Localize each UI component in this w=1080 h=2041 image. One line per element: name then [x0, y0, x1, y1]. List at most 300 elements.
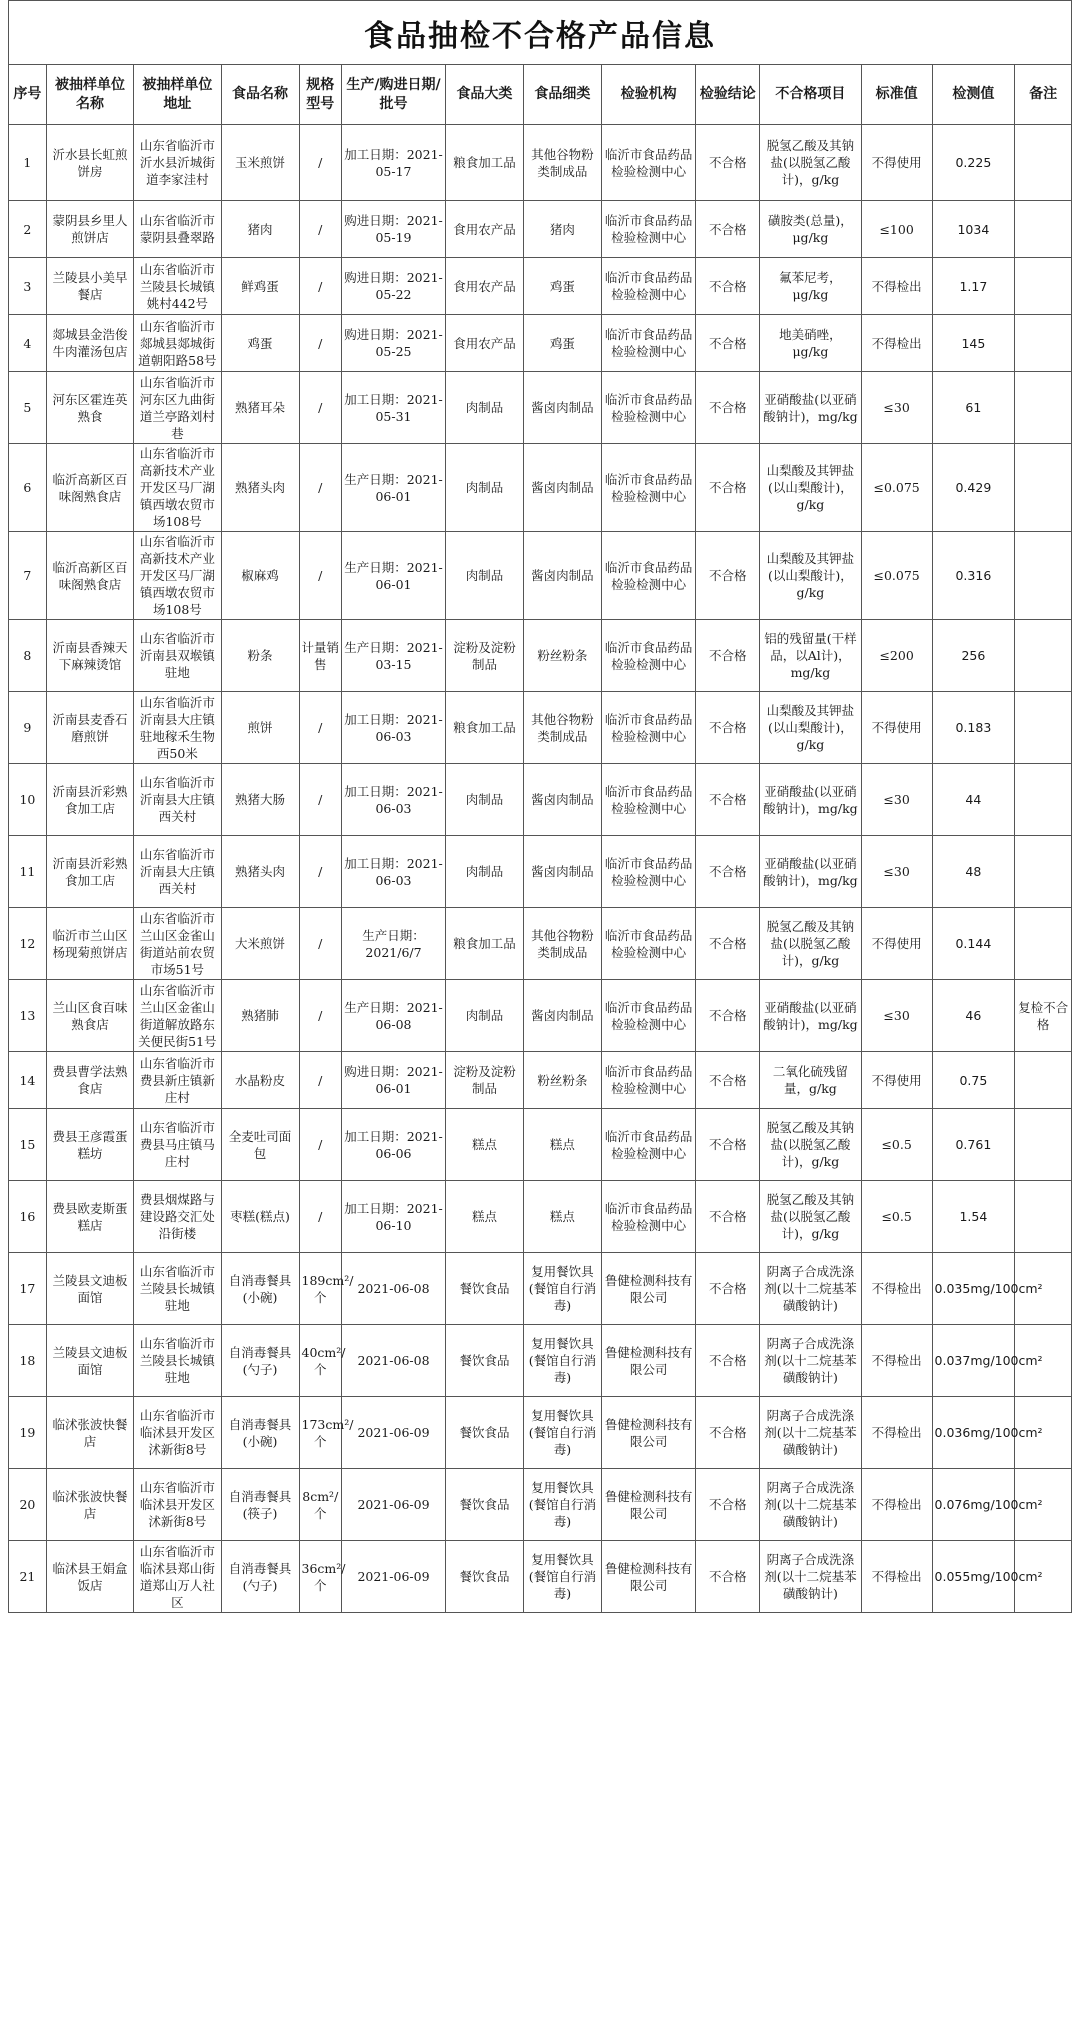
cell-category: 餐饮食品	[445, 1325, 523, 1397]
cell-failed-item: 脱氢乙酸及其钠盐(以脱氢乙酸计)，g/kg	[760, 1109, 862, 1181]
cell-result: 不合格	[696, 620, 760, 692]
cell-standard: 不得使用	[861, 908, 932, 980]
cell-spec: /	[299, 980, 342, 1052]
cell-date: 购进日期：2021-05-22	[342, 258, 446, 315]
column-header: 检测值	[932, 65, 1015, 125]
table-row	[9, 1397, 1072, 1469]
cell-unit-name: 沂南县沂彩熟食加工店	[46, 764, 133, 836]
table-row	[9, 532, 1072, 620]
cell-date: 2021-06-09	[342, 1397, 446, 1469]
cell-category: 肉制品	[445, 532, 523, 620]
cell-unit-address: 山东省临沂市兰山区金雀山街道站前农贸市场51号	[134, 908, 221, 980]
cell-unit-name: 兰山区食百味熟食店	[46, 980, 133, 1052]
cell-detected: 1034	[932, 201, 1015, 258]
cell-unit-address: 山东省临沂市费县新庄镇新庄村	[134, 1052, 221, 1109]
table-row	[9, 908, 1072, 980]
cell-spec: /	[299, 372, 342, 444]
cell-index: 2	[9, 201, 47, 258]
cell-detected: 44	[932, 764, 1015, 836]
table-row	[9, 315, 1072, 372]
cell-note	[1015, 372, 1072, 444]
cell-result: 不合格	[696, 1325, 760, 1397]
cell-lab: 鲁健检测科技有限公司	[601, 1397, 695, 1469]
cell-food-name: 熟猪耳朵	[221, 372, 299, 444]
cell-standard: ≤0.5	[861, 1109, 932, 1181]
cell-unit-address: 山东省临沂市沂水县沂城街道李家洼村	[134, 125, 221, 201]
cell-spec: /	[299, 1052, 342, 1109]
cell-category: 糕点	[445, 1181, 523, 1253]
cell-lab: 临沂市食品药品检验检测中心	[601, 372, 695, 444]
cell-food-name: 自消毒餐具(勺子)	[221, 1541, 299, 1613]
cell-category: 肉制品	[445, 764, 523, 836]
cell-standard: ≤0.075	[861, 444, 932, 532]
cell-food-name: 椒麻鸡	[221, 532, 299, 620]
cell-detected: 46	[932, 980, 1015, 1052]
column-header: 被抽样单位地址	[134, 65, 221, 125]
cell-note	[1015, 201, 1072, 258]
cell-unit-name: 河东区霍连英熟食	[46, 372, 133, 444]
cell-subcategory: 酱卤肉制品	[523, 532, 601, 620]
cell-unit-address: 费县烟煤路与建设路交汇处沿街楼	[134, 1181, 221, 1253]
cell-detected: 0.316	[932, 532, 1015, 620]
cell-unit-name: 临沭县王娟盒饭店	[46, 1541, 133, 1613]
cell-unit-address: 山东省临沂市临沭县开发区沭新街8号	[134, 1469, 221, 1541]
cell-category: 食用农产品	[445, 315, 523, 372]
cell-subcategory: 粉丝粉条	[523, 1052, 601, 1109]
cell-unit-name: 费县王彦霞蛋糕坊	[46, 1109, 133, 1181]
cell-unit-address: 山东省临沂市蒙阴县叠翠路	[134, 201, 221, 258]
cell-category: 餐饮食品	[445, 1469, 523, 1541]
cell-unit-name: 沂南县沂彩熟食加工店	[46, 836, 133, 908]
cell-note	[1015, 836, 1072, 908]
cell-failed-item: 脱氢乙酸及其钠盐(以脱氢乙酸计)，g/kg	[760, 1181, 862, 1253]
cell-result: 不合格	[696, 1397, 760, 1469]
cell-food-name: 熟猪头肉	[221, 444, 299, 532]
table-row	[9, 764, 1072, 836]
cell-spec: /	[299, 836, 342, 908]
title-row	[8, 0, 1072, 64]
cell-failed-item: 阴离子合成洗涤剂(以十二烷基苯磺酸钠计)	[760, 1469, 862, 1541]
cell-result: 不合格	[696, 1253, 760, 1325]
cell-lab: 临沂市食品药品检验检测中心	[601, 1052, 695, 1109]
cell-unit-name: 费县曹学法熟食店	[46, 1052, 133, 1109]
cell-food-name: 玉米煎饼	[221, 125, 299, 201]
table-row	[9, 1109, 1072, 1181]
cell-standard: 不得检出	[861, 1397, 932, 1469]
cell-note	[1015, 1052, 1072, 1109]
column-header: 被抽样单位名称	[46, 65, 133, 125]
cell-note	[1015, 315, 1072, 372]
page-title: 食品抽检不合格产品信息	[364, 18, 716, 54]
cell-date: 加工日期：2021-06-03	[342, 764, 446, 836]
cell-failed-item: 亚硝酸盐(以亚硝酸钠计)，mg/kg	[760, 980, 862, 1052]
cell-category: 餐饮食品	[445, 1253, 523, 1325]
cell-detected: 145	[932, 315, 1015, 372]
cell-index: 12	[9, 908, 47, 980]
cell-lab: 临沂市食品药品检验检测中心	[601, 532, 695, 620]
cell-lab: 鲁健检测科技有限公司	[601, 1325, 695, 1397]
cell-lab: 临沂市食品药品检验检测中心	[601, 908, 695, 980]
cell-unit-name: 临沂高新区百味阁熟食店	[46, 532, 133, 620]
cell-subcategory: 其他谷物粉类制成品	[523, 125, 601, 201]
table-row	[9, 1181, 1072, 1253]
table-header-row	[9, 65, 1072, 125]
cell-standard: ≤0.5	[861, 1181, 932, 1253]
cell-result: 不合格	[696, 125, 760, 201]
table-row	[9, 980, 1072, 1052]
cell-index: 17	[9, 1253, 47, 1325]
column-header: 生产/购进日期/批号	[342, 65, 446, 125]
cell-food-name: 鲜鸡蛋	[221, 258, 299, 315]
cell-date: 购进日期：2021-05-19	[342, 201, 446, 258]
column-header: 食品大类	[445, 65, 523, 125]
cell-spec: 8cm²/个	[299, 1469, 342, 1541]
cell-lab: 临沂市食品药品检验检测中心	[601, 1181, 695, 1253]
cell-standard: 不得检出	[861, 1325, 932, 1397]
cell-index: 3	[9, 258, 47, 315]
cell-spec: /	[299, 532, 342, 620]
cell-standard: 不得检出	[861, 1253, 932, 1325]
cell-subcategory: 糕点	[523, 1109, 601, 1181]
cell-food-name: 熟猪头肉	[221, 836, 299, 908]
column-header: 食品细类	[523, 65, 601, 125]
cell-spec: /	[299, 258, 342, 315]
table-row	[9, 1253, 1072, 1325]
cell-subcategory: 复用餐饮具(餐馆自行消毒)	[523, 1253, 601, 1325]
column-header: 不合格项目	[760, 65, 862, 125]
cell-failed-item: 山梨酸及其钾盐(以山梨酸计)，g/kg	[760, 532, 862, 620]
cell-index: 9	[9, 692, 47, 764]
cell-date: 加工日期：2021-06-10	[342, 1181, 446, 1253]
cell-standard: 不得检出	[861, 258, 932, 315]
cell-standard: ≤30	[861, 764, 932, 836]
cell-category: 淀粉及淀粉制品	[445, 1052, 523, 1109]
cell-note	[1015, 1109, 1072, 1181]
cell-detected: 256	[932, 620, 1015, 692]
cell-result: 不合格	[696, 836, 760, 908]
cell-failed-item: 脱氢乙酸及其钠盐(以脱氢乙酸计)，g/kg	[760, 125, 862, 201]
cell-index: 8	[9, 620, 47, 692]
cell-lab: 临沂市食品药品检验检测中心	[601, 836, 695, 908]
cell-unit-name: 沂南县麦香石磨煎饼	[46, 692, 133, 764]
column-header: 备注	[1015, 65, 1072, 125]
table-row	[9, 620, 1072, 692]
cell-subcategory: 酱卤肉制品	[523, 372, 601, 444]
cell-subcategory: 糕点	[523, 1181, 601, 1253]
cell-food-name: 猪肉	[221, 201, 299, 258]
cell-food-name: 自消毒餐具(勺子)	[221, 1325, 299, 1397]
cell-index: 21	[9, 1541, 47, 1613]
table-row	[9, 836, 1072, 908]
cell-detected: 0.037mg/100cm²	[932, 1325, 1015, 1397]
cell-standard: 不得检出	[861, 315, 932, 372]
cell-food-name: 枣糕(糕点)	[221, 1181, 299, 1253]
cell-standard: ≤30	[861, 372, 932, 444]
cell-lab: 临沂市食品药品检验检测中心	[601, 620, 695, 692]
cell-standard: 不得使用	[861, 1052, 932, 1109]
cell-spec: 计量销售	[299, 620, 342, 692]
cell-food-name: 鸡蛋	[221, 315, 299, 372]
cell-standard: ≤200	[861, 620, 932, 692]
cell-subcategory: 复用餐饮具(餐馆自行消毒)	[523, 1541, 601, 1613]
cell-failed-item: 地美硝唑，μg/kg	[760, 315, 862, 372]
cell-subcategory: 酱卤肉制品	[523, 980, 601, 1052]
cell-category: 淀粉及淀粉制品	[445, 620, 523, 692]
cell-category: 肉制品	[445, 836, 523, 908]
cell-unit-address: 山东省临沂市沂南县大庄镇西关村	[134, 836, 221, 908]
cell-lab: 临沂市食品药品检验检测中心	[601, 258, 695, 315]
table-row	[9, 201, 1072, 258]
cell-subcategory: 鸡蛋	[523, 258, 601, 315]
cell-failed-item: 亚硝酸盐(以亚硝酸钠计)，mg/kg	[760, 372, 862, 444]
cell-unit-name: 兰陵县文迪板面馆	[46, 1253, 133, 1325]
cell-standard: 不得检出	[861, 1541, 932, 1613]
cell-note	[1015, 444, 1072, 532]
cell-unit-address: 山东省临沂市兰陵县长城镇驻地	[134, 1325, 221, 1397]
cell-result: 不合格	[696, 1541, 760, 1613]
cell-unit-name: 兰陵县文迪板面馆	[46, 1325, 133, 1397]
cell-date: 购进日期：2021-05-25	[342, 315, 446, 372]
cell-food-name: 全麦吐司面包	[221, 1109, 299, 1181]
cell-category: 肉制品	[445, 980, 523, 1052]
cell-food-name: 大米煎饼	[221, 908, 299, 980]
cell-spec: /	[299, 444, 342, 532]
cell-category: 食用农产品	[445, 201, 523, 258]
cell-failed-item: 亚硝酸盐(以亚硝酸钠计)，mg/kg	[760, 764, 862, 836]
cell-index: 5	[9, 372, 47, 444]
cell-detected: 1.17	[932, 258, 1015, 315]
cell-unit-address: 山东省临沂市高新技术产业开发区马厂湖镇西墩农贸市场108号	[134, 444, 221, 532]
cell-lab: 鲁健检测科技有限公司	[601, 1469, 695, 1541]
cell-note: 复检不合格	[1015, 980, 1072, 1052]
cell-spec: /	[299, 1181, 342, 1253]
cell-index: 10	[9, 764, 47, 836]
cell-spec: 189cm²/个	[299, 1253, 342, 1325]
cell-index: 4	[9, 315, 47, 372]
cell-result: 不合格	[696, 1469, 760, 1541]
cell-failed-item: 阴离子合成洗涤剂(以十二烷基苯磺酸钠计)	[760, 1541, 862, 1613]
cell-index: 18	[9, 1325, 47, 1397]
cell-standard: 不得检出	[861, 1469, 932, 1541]
cell-unit-address: 山东省临沂市兰陵县长城镇驻地	[134, 1253, 221, 1325]
cell-spec: /	[299, 315, 342, 372]
cell-date: 加工日期：2021-06-06	[342, 1109, 446, 1181]
cell-unit-address: 山东省临沂市兰陵县长城镇姚村442号	[134, 258, 221, 315]
cell-food-name: 粉条	[221, 620, 299, 692]
cell-index: 6	[9, 444, 47, 532]
cell-unit-name: 临沭张波快餐店	[46, 1397, 133, 1469]
cell-lab: 临沂市食品药品检验检测中心	[601, 315, 695, 372]
cell-spec: /	[299, 125, 342, 201]
cell-index: 14	[9, 1052, 47, 1109]
cell-unit-address: 山东省临沂市沂南县双堠镇驻地	[134, 620, 221, 692]
cell-failed-item: 阴离子合成洗涤剂(以十二烷基苯磺酸钠计)	[760, 1325, 862, 1397]
cell-detected: 0.035mg/100cm²	[932, 1253, 1015, 1325]
cell-unit-name: 沂南县香辣天下麻辣烫馆	[46, 620, 133, 692]
cell-subcategory: 其他谷物粉类制成品	[523, 692, 601, 764]
cell-spec: 36cm²/个	[299, 1541, 342, 1613]
column-header: 检验结论	[696, 65, 760, 125]
cell-result: 不合格	[696, 1109, 760, 1181]
cell-index: 7	[9, 532, 47, 620]
cell-spec: /	[299, 764, 342, 836]
column-header: 规格型号	[299, 65, 342, 125]
cell-unit-name: 费县欧麦斯蛋糕店	[46, 1181, 133, 1253]
cell-detected: 0.75	[932, 1052, 1015, 1109]
cell-date: 2021-06-08	[342, 1253, 446, 1325]
table-row	[9, 1469, 1072, 1541]
cell-note	[1015, 692, 1072, 764]
cell-food-name: 水晶粉皮	[221, 1052, 299, 1109]
cell-result: 不合格	[696, 1181, 760, 1253]
cell-date: 购进日期：2021-06-01	[342, 1052, 446, 1109]
cell-unit-name: 临沭张波快餐店	[46, 1469, 133, 1541]
cell-unit-address: 山东省临沂市沂南县大庄镇西关村	[134, 764, 221, 836]
cell-subcategory: 猪肉	[523, 201, 601, 258]
cell-standard: 不得使用	[861, 692, 932, 764]
cell-unit-name: 蒙阴县乡里人煎饼店	[46, 201, 133, 258]
cell-unit-address: 山东省临沂市河东区九曲街道兰亭路刘村巷	[134, 372, 221, 444]
cell-detected: 0.036mg/100cm²	[932, 1397, 1015, 1469]
cell-failed-item: 亚硝酸盐(以亚硝酸钠计)，mg/kg	[760, 836, 862, 908]
cell-result: 不合格	[696, 372, 760, 444]
cell-failed-item: 阴离子合成洗涤剂(以十二烷基苯磺酸钠计)	[760, 1253, 862, 1325]
cell-spec: /	[299, 692, 342, 764]
cell-unit-address: 山东省临沂市沂南县大庄镇驻地稼禾生物西50米	[134, 692, 221, 764]
cell-unit-address: 山东省临沂市临沭县开发区沭新街8号	[134, 1397, 221, 1469]
cell-unit-address: 山东省临沂市费县马庄镇马庄村	[134, 1109, 221, 1181]
cell-category: 肉制品	[445, 372, 523, 444]
cell-result: 不合格	[696, 201, 760, 258]
table-row	[9, 692, 1072, 764]
cell-result: 不合格	[696, 908, 760, 980]
cell-lab: 临沂市食品药品检验检测中心	[601, 201, 695, 258]
cell-result: 不合格	[696, 692, 760, 764]
cell-date: 生产日期：2021/6/7	[342, 908, 446, 980]
cell-food-name: 自消毒餐具(小碗)	[221, 1253, 299, 1325]
column-header: 标准值	[861, 65, 932, 125]
cell-failed-item: 山梨酸及其钾盐(以山梨酸计)，g/kg	[760, 444, 862, 532]
cell-detected: 48	[932, 836, 1015, 908]
cell-category: 食用农产品	[445, 258, 523, 315]
cell-subcategory: 酱卤肉制品	[523, 836, 601, 908]
cell-detected: 0.429	[932, 444, 1015, 532]
cell-unit-name: 沂水县长虹煎饼房	[46, 125, 133, 201]
table-row	[9, 372, 1072, 444]
cell-food-name: 熟猪肺	[221, 980, 299, 1052]
cell-note	[1015, 532, 1072, 620]
cell-failed-item: 山梨酸及其钾盐(以山梨酸计)，g/kg	[760, 692, 862, 764]
cell-subcategory: 粉丝粉条	[523, 620, 601, 692]
cell-result: 不合格	[696, 532, 760, 620]
cell-date: 2021-06-08	[342, 1325, 446, 1397]
table-row	[9, 125, 1072, 201]
cell-spec: /	[299, 201, 342, 258]
cell-unit-name: 兰陵县小美早餐店	[46, 258, 133, 315]
cell-spec: 173cm²/个	[299, 1397, 342, 1469]
cell-subcategory: 复用餐饮具(餐馆自行消毒)	[523, 1397, 601, 1469]
cell-unit-address: 山东省临沂市兰山区金雀山街道解放路东关便民街51号	[134, 980, 221, 1052]
cell-standard: ≤30	[861, 980, 932, 1052]
cell-category: 餐饮食品	[445, 1397, 523, 1469]
cell-unit-name: 郯城县金浩俊牛肉灌汤包店	[46, 315, 133, 372]
cell-result: 不合格	[696, 444, 760, 532]
cell-lab: 临沂市食品药品检验检测中心	[601, 764, 695, 836]
cell-detected: 0.076mg/100cm²	[932, 1469, 1015, 1541]
cell-category: 粮食加工品	[445, 125, 523, 201]
cell-date: 生产日期：2021-06-01	[342, 444, 446, 532]
table-row	[9, 1541, 1072, 1613]
cell-failed-item: 二氧化硫残留量，g/kg	[760, 1052, 862, 1109]
cell-detected: 1.54	[932, 1181, 1015, 1253]
cell-note	[1015, 125, 1072, 201]
cell-date: 生产日期：2021-03-15	[342, 620, 446, 692]
column-header: 食品名称	[221, 65, 299, 125]
cell-index: 13	[9, 980, 47, 1052]
table-row	[9, 258, 1072, 315]
cell-failed-item: 氟苯尼考，μg/kg	[760, 258, 862, 315]
cell-standard: 不得使用	[861, 125, 932, 201]
cell-date: 加工日期：2021-05-31	[342, 372, 446, 444]
cell-failed-item: 铝的残留量(干样品，以Al计)，mg/kg	[760, 620, 862, 692]
cell-subcategory: 复用餐饮具(餐馆自行消毒)	[523, 1469, 601, 1541]
cell-subcategory: 其他谷物粉类制成品	[523, 908, 601, 980]
cell-subcategory: 复用餐饮具(餐馆自行消毒)	[523, 1325, 601, 1397]
cell-unit-name: 临沂市兰山区杨现菊煎饼店	[46, 908, 133, 980]
cell-date: 生产日期：2021-06-08	[342, 980, 446, 1052]
cell-unit-name: 临沂高新区百味阁熟食店	[46, 444, 133, 532]
cell-note	[1015, 620, 1072, 692]
cell-result: 不合格	[696, 764, 760, 836]
cell-index: 15	[9, 1109, 47, 1181]
cell-note	[1015, 258, 1072, 315]
cell-detected: 0.225	[932, 125, 1015, 201]
cell-failed-item: 磺胺类(总量)，μg/kg	[760, 201, 862, 258]
cell-subcategory: 酱卤肉制品	[523, 764, 601, 836]
cell-note	[1015, 1181, 1072, 1253]
cell-detected: 0.144	[932, 908, 1015, 980]
cell-standard: ≤0.075	[861, 532, 932, 620]
cell-lab: 临沂市食品药品检验检测中心	[601, 125, 695, 201]
cell-date: 加工日期：2021-06-03	[342, 836, 446, 908]
cell-index: 16	[9, 1181, 47, 1253]
cell-category: 肉制品	[445, 444, 523, 532]
cell-date: 加工日期：2021-05-17	[342, 125, 446, 201]
cell-date: 加工日期：2021-06-03	[342, 692, 446, 764]
cell-detected: 61	[932, 372, 1015, 444]
cell-detected: 0.055mg/100cm²	[932, 1541, 1015, 1613]
cell-detected: 0.183	[932, 692, 1015, 764]
cell-detected: 0.761	[932, 1109, 1015, 1181]
cell-standard: ≤30	[861, 836, 932, 908]
cell-category: 餐饮食品	[445, 1541, 523, 1613]
cell-category: 粮食加工品	[445, 908, 523, 980]
cell-category: 糕点	[445, 1109, 523, 1181]
cell-date: 2021-06-09	[342, 1541, 446, 1613]
table-row	[9, 1052, 1072, 1109]
cell-unit-address: 山东省临沂市高新技术产业开发区马厂湖镇西墩农贸市场108号	[134, 532, 221, 620]
cell-food-name: 自消毒餐具(小碗)	[221, 1397, 299, 1469]
cell-category: 粮食加工品	[445, 692, 523, 764]
cell-failed-item: 阴离子合成洗涤剂(以十二烷基苯磺酸钠计)	[760, 1397, 862, 1469]
cell-note	[1015, 764, 1072, 836]
cell-food-name: 熟猪大肠	[221, 764, 299, 836]
cell-index: 20	[9, 1469, 47, 1541]
cell-result: 不合格	[696, 315, 760, 372]
cell-date: 生产日期：2021-06-01	[342, 532, 446, 620]
cell-lab: 鲁健检测科技有限公司	[601, 1541, 695, 1613]
cell-lab: 临沂市食品药品检验检测中心	[601, 1109, 695, 1181]
